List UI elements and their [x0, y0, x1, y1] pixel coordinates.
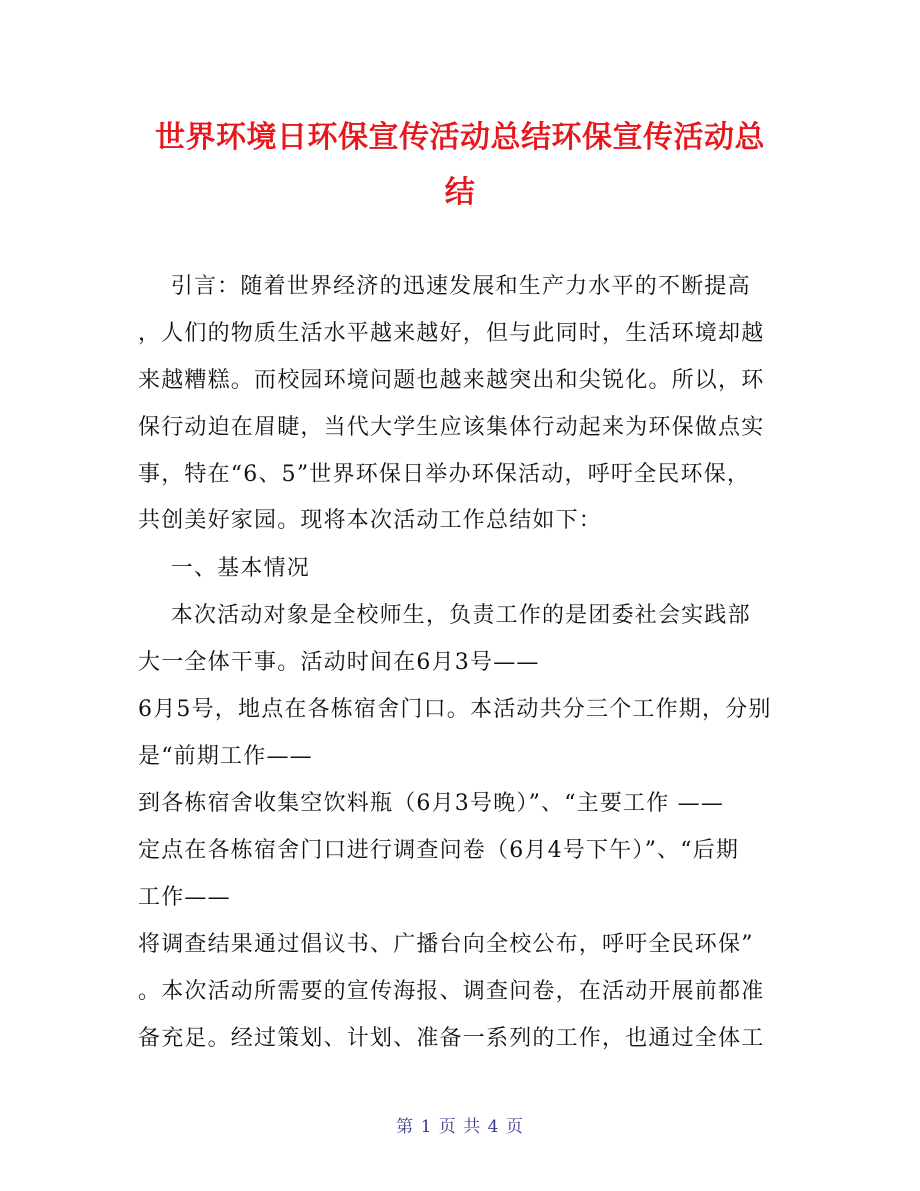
body-line: 事，特在“6、5”世界环保日举办环保活动，呼吁全民环保，: [138, 462, 751, 487]
body-line: 6月5号，地点在各栋宿舍门口。本活动共分三个工作期，分别: [138, 697, 772, 722]
document-title-line-1: 世界环境日环保宣传活动总结环保宣传活动总: [155, 120, 765, 155]
body-line: 保行动迫在眉睫，当代大学生应该集体行动起来为环保做点实: [138, 415, 765, 440]
body-line: ，人们的物质生活水平越来越好，但与此同时，生活环境却越: [138, 321, 765, 346]
body-line: 备充足。经过策划、计划、准备一系列的工作，也通过全体工: [138, 1026, 765, 1051]
body-line: 是“前期工作——: [138, 744, 313, 769]
body-line: 。本次活动所需要的宣传海报、调查问卷，在活动开展前都准: [138, 979, 765, 1004]
page-number-footer: 第 1 页 共 4 页: [396, 1117, 524, 1137]
body-line: 本次活动对象是全校师生，负责工作的是团委社会实践部: [138, 603, 751, 628]
body-line: 将调查结果通过倡议书、广播台向全校公布，呼吁全民环保”: [138, 932, 754, 957]
body-line: 共创美好家园。现将本次活动工作总结如下：: [138, 508, 603, 533]
section-heading: 一、基本情况: [138, 556, 310, 581]
body-line: 定点在各栋宿舍门口进行调查问卷（6月4号下午）”、“后期: [138, 838, 740, 863]
body-line: 来越糟糕。而校园环境问题也越来越突出和尖锐化。所以，环: [138, 368, 765, 393]
body-line: 到各栋宿舍收集空饮料瓶（6月3号晚）”、“主要工作 ——: [138, 791, 725, 816]
body-line: 大一全体干事。活动时间在6月3号——: [138, 650, 540, 675]
body-line: 工作——: [138, 885, 231, 910]
body-line: 引言：随着世界经济的迅速发展和生产力水平的不断提高: [138, 274, 751, 299]
document-title-line-2: 结: [444, 175, 476, 210]
